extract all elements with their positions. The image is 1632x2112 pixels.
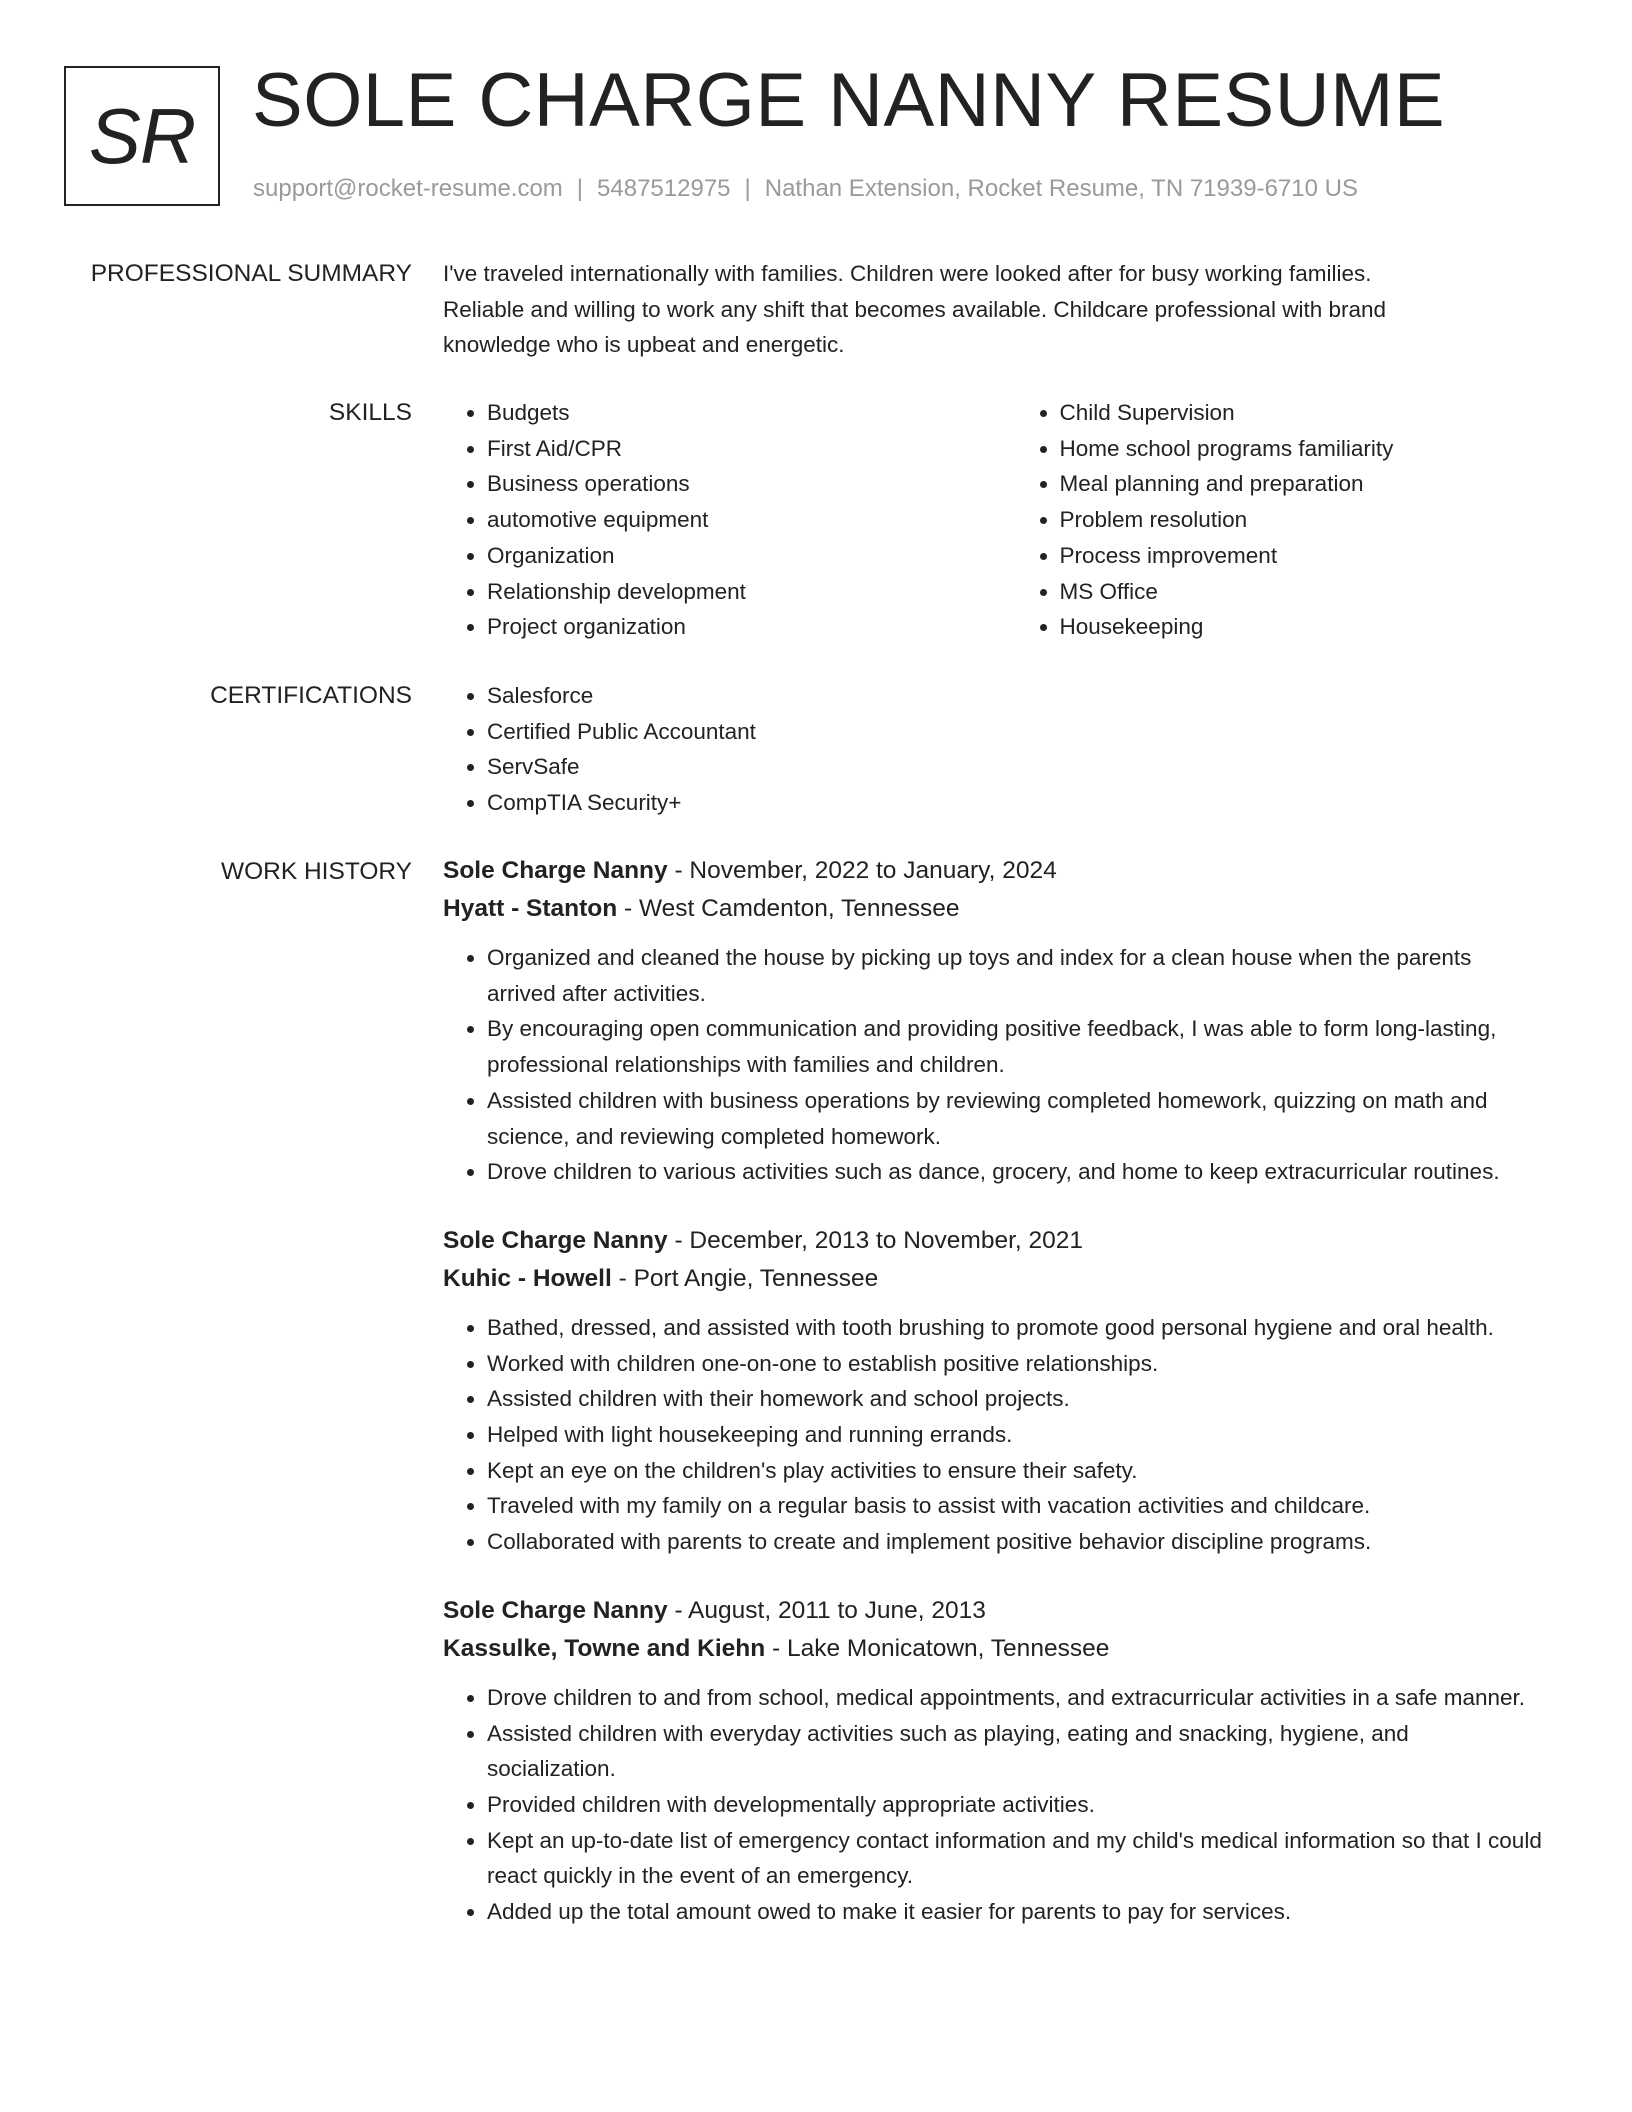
job-bullet: • Worked with children one-on-one to establish positive relationships. bbox=[487, 1346, 1543, 1382]
contact-separator: | bbox=[744, 175, 751, 202]
job-company: Kassulke, Towne and Kiehn bbox=[443, 1634, 766, 1662]
job-bullets bbox=[443, 940, 1543, 1190]
job-bullet: • Bathed, dressed, and assisted with tooth brushing to promote good personal hygiene and oral health. bbox=[487, 1310, 1543, 1346]
skills-body bbox=[443, 395, 1543, 645]
summary-body bbox=[443, 256, 1543, 363]
certifications-body bbox=[443, 678, 1543, 821]
skills-heading: SKILLS bbox=[328, 399, 412, 426]
job-entry bbox=[443, 1222, 1543, 1560]
contact-line bbox=[253, 174, 1358, 204]
contact-email[interactable]: support@rocket-resume.com bbox=[253, 175, 563, 202]
skill-item: • Organization bbox=[487, 538, 971, 574]
certification-item: • ServSafe bbox=[487, 749, 1543, 785]
monogram-badge bbox=[64, 66, 220, 206]
job-dates: - August, 2011 to June, 2013 bbox=[667, 1596, 986, 1624]
certification-item: • Certified Public Accountant bbox=[487, 714, 1543, 750]
job-location: - West Camdenton, Tennessee bbox=[617, 895, 960, 922]
skill-item: • Project organization bbox=[487, 609, 971, 645]
certification-item: • Salesforce bbox=[487, 678, 1543, 714]
job-entry bbox=[443, 852, 1543, 1190]
job-bullet: • Assisted children with their homework and school projects. bbox=[487, 1381, 1543, 1417]
job-bullet: • Collaborated with parents to create and implement positive behavior discipline programs. bbox=[487, 1524, 1543, 1560]
job-bullet: • Provided children with developmentally appropriate activities. bbox=[487, 1787, 1543, 1823]
job-bullet: • Added up the total amount owed to make it easier for parents to pay for services. bbox=[487, 1894, 1543, 1930]
job-bullets bbox=[443, 1310, 1543, 1560]
job-bullet: • Traveled with my family on a regular basis to assist with vacation activities and childcare. bbox=[487, 1488, 1543, 1524]
skill-item: • Budgets bbox=[487, 395, 971, 431]
job-role: Sole Charge Nanny bbox=[443, 857, 668, 884]
summary-heading: PROFESSIONAL SUMMARY bbox=[90, 260, 412, 287]
summary-line: I've traveled internationally with families. Children were looked after for busy working families. bbox=[443, 261, 1372, 286]
skill-item: • Business operations bbox=[487, 466, 971, 502]
skill-item: • Housekeeping bbox=[1060, 609, 1544, 645]
skill-item: • Relationship development bbox=[487, 574, 971, 610]
summary-line: knowledge who is upbeat and energetic. bbox=[443, 332, 845, 358]
job-company: Hyatt - Stanton bbox=[443, 895, 618, 922]
skill-item: • MS Office bbox=[1060, 574, 1544, 610]
skill-item: • First Aid/CPR bbox=[487, 431, 971, 467]
job-location: - Lake Monicatown, Tennessee bbox=[765, 1634, 1110, 1662]
job-title-line bbox=[443, 852, 1543, 890]
skill-item: • Meal planning and preparation bbox=[1060, 466, 1544, 502]
job-bullet: • Kept an eye on the children's play activities to ensure their safety. bbox=[487, 1453, 1543, 1489]
job-bullet: • Helped with light housekeeping and running errands. bbox=[487, 1417, 1543, 1453]
skill-item: • Child Supervision bbox=[1060, 395, 1544, 431]
monogram-initials: SR bbox=[88, 91, 196, 180]
summary-line: Reliable and willing to work any shift that becomes available. Childcare professional with brand bbox=[443, 296, 1387, 322]
skill-item: • Problem resolution bbox=[1060, 502, 1544, 538]
certifications-list bbox=[443, 678, 1543, 821]
job-company-line bbox=[443, 1630, 1543, 1668]
contact-address: Nathan Extension, Rocket Resume, TN 71939-6710 US bbox=[764, 175, 1358, 202]
job-bullet: • Kept an up-to-date list of emergency contact information and my child's medical information so that I could react quickly in the event of an emergency. bbox=[487, 1823, 1543, 1894]
job-bullet: • Drove children to various activities such as dance, grocery, and home to keep extracurricular routines. bbox=[487, 1154, 1543, 1190]
job-bullet: • Drove children to and from school, medical appointments, and extracurricular activities in a safe manner. bbox=[487, 1680, 1543, 1716]
skills-list-left bbox=[443, 395, 971, 645]
skill-item: • Home school programs familiarity bbox=[1060, 431, 1544, 467]
certification-item: • CompTIA Security+ bbox=[487, 785, 1543, 821]
job-entry bbox=[443, 1592, 1543, 1930]
job-company-line bbox=[443, 890, 1543, 928]
job-bullets bbox=[443, 1680, 1543, 1930]
resume-title: SOLE CHARGE NANNY RESUME bbox=[252, 58, 1446, 143]
work-history-heading: WORK HISTORY bbox=[220, 858, 412, 885]
job-dates: - December, 2013 to November, 2021 bbox=[667, 1226, 1084, 1254]
job-bullet: • Assisted children with everyday activities such as playing, eating and snacking, hygiene, and socialization. bbox=[487, 1716, 1543, 1787]
contact-phone[interactable]: 5487512975 bbox=[597, 175, 731, 202]
job-bullet: • Assisted children with business operations by reviewing completed homework, quizzing on math and science, and reviewing completed homework. bbox=[487, 1083, 1543, 1154]
skill-item: • Process improvement bbox=[1060, 538, 1544, 574]
work-history-body bbox=[443, 852, 1543, 1930]
job-role: Sole Charge Nanny bbox=[443, 1596, 668, 1624]
job-dates: - November, 2022 to January, 2024 bbox=[667, 857, 1057, 884]
job-title-line bbox=[443, 1592, 1543, 1630]
job-role: Sole Charge Nanny bbox=[443, 1226, 668, 1254]
job-company: Kuhic - Howell bbox=[443, 1264, 612, 1292]
job-location: - Port Angie, Tennessee bbox=[611, 1264, 879, 1292]
job-bullet: • Organized and cleaned the house by picking up toys and index for a clean house when the parents arrived after activities. bbox=[487, 940, 1543, 1011]
skill-item: • automotive equipment bbox=[487, 502, 971, 538]
job-company-line bbox=[443, 1260, 1543, 1298]
certifications-heading: CERTIFICATIONS bbox=[210, 682, 412, 709]
contact-separator: | bbox=[576, 175, 584, 202]
job-title-line bbox=[443, 1222, 1543, 1260]
job-bullet: • By encouraging open communication and providing positive feedback, I was able to form long-lasting, professional relationships with families and children. bbox=[487, 1011, 1543, 1082]
skills-list-right bbox=[1016, 395, 1544, 645]
